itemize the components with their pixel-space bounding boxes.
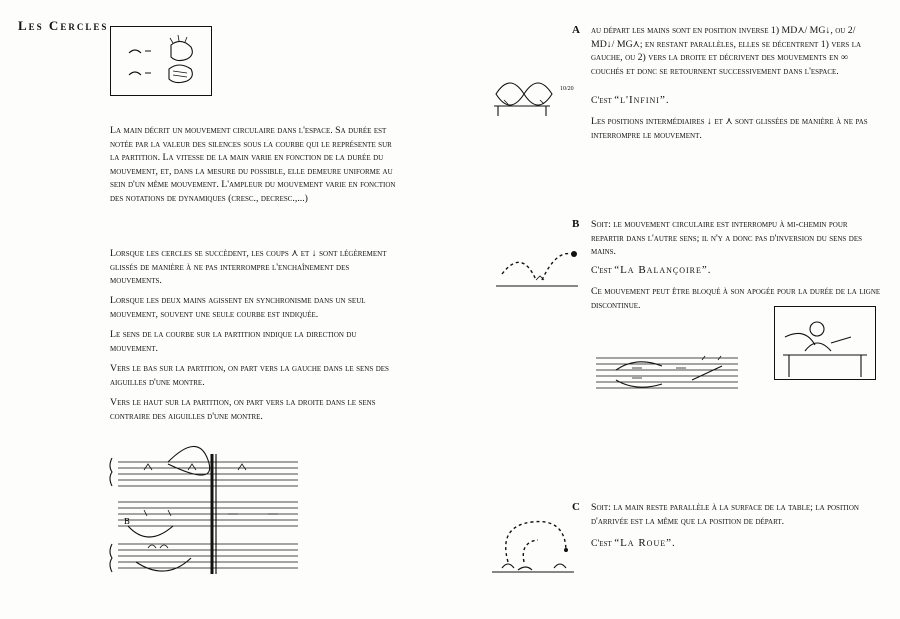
wheel-figure (488, 512, 578, 582)
section-a-letter: A (572, 24, 580, 36)
section-a-text: au départ les mains sont en position inverse 1) MD⋏/ MG↓, ou 2/ MD↓/ MG⋏; en restant parallèles, elles se décentrent 1) vers la gauche, ou 2) vers la droite et décrivent des mouvements en ∞ couchés et donc se retournent successivement dans l'espace. (591, 25, 862, 77)
infinity-figure (484, 76, 564, 116)
section-a-name-line (591, 93, 670, 108)
section-c-text: Soit: la main reste parallèle à la surface de la table; la position d'arrivée est la même que la position de départ. (591, 502, 859, 527)
hand-diagram-box (110, 26, 212, 96)
staff-1 (118, 462, 298, 486)
section-b-text: Soit: le mouvement circulaire est interrompu à mi-chemin pour repartir dans l'autre sens; il n'y a donc pas d'inversion du sens des mains. (591, 219, 862, 258)
staff-3 (118, 544, 298, 568)
hand-diagram (111, 27, 211, 95)
hand-icon (170, 35, 192, 61)
page-heading: Les Cercles (18, 18, 109, 33)
intro-paragraph: La main décrit un mouvement circulaire dans l'espace. Sa durée est notée par la valeur des silences sous la courbe qui le représente sur la partition. La vitesse de la main varie en fonction de la durée du mouvement, et, dans la mesure du possible, elle demeure uniforme au sein d'un même mouvement. L'ampleur du mouvement varie en fonction des notations de dynamiques (cresc., decresc.,...) (110, 125, 396, 204)
svg-text:B: B (124, 517, 130, 526)
name-prefix: C'est (591, 265, 612, 276)
paragraph-direction: Le sens de la courbe sur la partition indique la direction du mouvement. (110, 329, 357, 354)
name-prefix: C'est (591, 538, 612, 549)
paragraph-succession: Lorsque les cercles se succèdent, les coups ⋏ et ↓ sont légèrement glissés de manière à ne pas interrompre l'enchaînement des mouvements. (110, 248, 387, 287)
section-b-note: Ce mouvement peut être bloqué à son apogée pour la durée de la ligne discontinue. (591, 286, 881, 311)
performer-drawing (775, 307, 875, 379)
figure-scale-label: 10/20 (560, 86, 574, 92)
swing-score (592, 350, 742, 400)
circle-arrow-icon (564, 548, 568, 552)
paragraph-down: Vers le bas sur la partition, on part vers la gauche dans le sens des aiguilles d'une montre. (110, 363, 389, 388)
name-prefix: C'est (591, 95, 612, 106)
paragraph-synchronism: Lorsque les deux mains agissent en synchronisme dans un seul mouvement, souvent une seule courbe est indiquée. (110, 295, 366, 320)
section-a-name: “l'Infini”. (614, 94, 670, 106)
section-c-name-line (591, 536, 676, 551)
section-c-letter: C (572, 501, 580, 513)
score-sketch (108, 444, 308, 584)
section-b-letter: B (572, 218, 580, 230)
paragraph-up: Vers le haut sur la partition, on part vers la droite dans le sens contraire des aiguilles d'une montre. (110, 397, 376, 422)
section-c-name: “La Roue”. (614, 537, 676, 549)
performer-photo (774, 306, 876, 380)
section-a-note: Les positions intermédiaires ↓ et ⋏ sont glissées de manière à ne pas interrompre le mouvement. (591, 116, 868, 141)
section-b-name: “La Balançoire”. (614, 264, 712, 276)
hand-icon (169, 65, 192, 83)
section-b-name-line (591, 263, 712, 278)
swing-figure (492, 246, 582, 296)
